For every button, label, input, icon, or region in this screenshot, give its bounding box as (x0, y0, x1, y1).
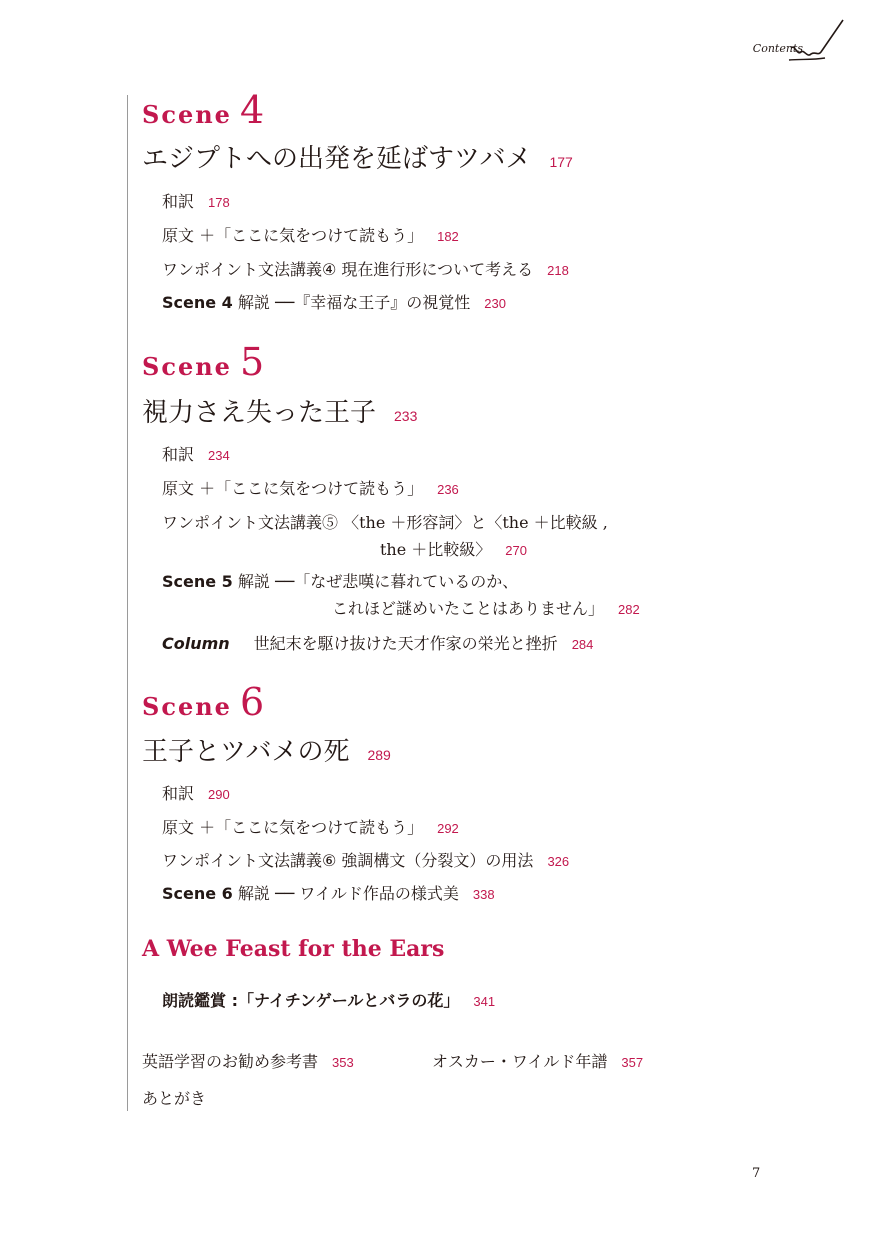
toc-item-text: 原文 ＋「ここに気をつけて読もう」 (162, 226, 424, 245)
toc-item-text: 朗読鑑賞 :「ナイチンゲールとバラの花」 (162, 991, 460, 1010)
toc-item-text: 原文 ＋「ここに気をつけて読もう」 (162, 479, 424, 498)
toc-item-text: これほど謎めいたことはありません」 (332, 599, 605, 618)
toc-item-page: 290 (208, 787, 230, 802)
toc-item-column[interactable] (162, 631, 593, 654)
toc-item-text: 原文 ＋「ここに気をつけて読もう」 (162, 818, 424, 837)
scene-number: 4 (239, 88, 265, 132)
toc-item-text: 英語学習のお勧め参考書 (142, 1052, 319, 1071)
toc-item-continuation[interactable] (380, 537, 527, 560)
toc-item[interactable] (162, 189, 230, 212)
toc-item-text: ワンポイント文法講義⑤ 〈the ＋形容詞〉と〈the ＋比較級 , (162, 513, 608, 532)
scene-title[interactable] (142, 392, 417, 429)
toc-item-page: 282 (618, 602, 640, 617)
toc-item-scene-label: Scene 6 (162, 884, 233, 903)
toc-item[interactable] (162, 510, 608, 533)
toc-item-text: 和訳 (162, 445, 195, 464)
scene-title-page: 289 (367, 747, 391, 763)
toc-item-page: 182 (437, 229, 459, 244)
toc-item-page: 357 (621, 1055, 644, 1070)
toc-item[interactable] (162, 815, 459, 838)
scene-heading (142, 680, 264, 724)
toc-item-page: 270 (505, 543, 527, 558)
toc-extra-item[interactable] (142, 1049, 354, 1072)
toc-item[interactable] (162, 223, 459, 246)
toc-item-text: 解説 ──「なぜ悲嘆に暮れているのか、 (232, 572, 519, 591)
toc-item-page: 338 (472, 887, 495, 902)
toc-item-text: ワンポイント文法講義④ 現在進行形について考える (162, 260, 534, 279)
toc-extra-item[interactable] (142, 1086, 220, 1109)
toc-item-page: 230 (484, 296, 506, 311)
scene-title-text: エジプトへの出発を延ばすツバメ (142, 144, 532, 174)
toc-item-text: あとがき (142, 1089, 207, 1108)
contents-label: Contents (752, 42, 803, 55)
toc-item-page: 284 (571, 637, 594, 652)
scene-title-text: 王子とツバメの死 (142, 737, 350, 767)
toc-item-page: 326 (547, 854, 570, 869)
toc-item[interactable] (162, 257, 569, 280)
scene-title[interactable] (142, 138, 573, 175)
toc-item[interactable] (162, 569, 518, 592)
scene-title[interactable] (142, 731, 391, 768)
toc-item[interactable] (162, 781, 230, 804)
scene-word: Scene (142, 100, 232, 129)
toc-item[interactable] (162, 290, 506, 313)
scene-number: 6 (239, 680, 265, 724)
scene-title-page: 177 (549, 154, 573, 170)
scene-heading (142, 88, 264, 132)
pen-flourish-icon (785, 18, 845, 68)
toc-item-text: 解説 ── ワイルド作品の様式美 (232, 884, 459, 903)
scene-title-text: 視力さえ失った王子 (142, 398, 377, 428)
scene-title-page: 233 (394, 408, 418, 424)
toc-item-page: 218 (547, 263, 569, 278)
scene-word: Scene (142, 352, 232, 381)
scene-word: Scene (142, 692, 232, 721)
toc-item[interactable] (162, 881, 495, 904)
toc-item-page: 353 (332, 1055, 354, 1070)
toc-extra-item[interactable] (432, 1049, 643, 1072)
toc-item-text: オスカー・ワイルド年譜 (432, 1052, 608, 1071)
toc-item[interactable] (162, 848, 569, 871)
page-number: 7 (752, 1166, 761, 1181)
toc-item-page: 234 (208, 448, 230, 463)
toc-item-continuation[interactable] (332, 596, 640, 619)
toc-item-text: 世紀末を駆け抜けた天才作家の栄光と挫折 (253, 634, 558, 653)
toc-item-page: 236 (437, 482, 459, 497)
scene-heading (142, 340, 264, 384)
toc-item[interactable] (162, 988, 495, 1011)
toc-item-page: 341 (473, 994, 496, 1009)
toc-item[interactable] (162, 442, 230, 465)
scene-number: 5 (239, 340, 265, 384)
toc-item-text: ワンポイント文法講義⑥ 強調構文（分裂文）の用法 (162, 851, 534, 870)
toc-item-text: 解説 ──『幸福な王子』の視覚性 (232, 293, 471, 312)
toc-item-text: the ＋比較級〉 (380, 540, 492, 559)
column-label: Column (162, 634, 230, 653)
toc-item-page: 178 (208, 195, 230, 210)
contents-header (705, 18, 845, 68)
margin-rule (127, 95, 128, 1111)
wee-feast-heading: A Wee Feast for the Ears (142, 936, 445, 962)
toc-item-scene-label: Scene 4 (162, 293, 233, 312)
toc-item-scene-label: Scene 5 (162, 572, 233, 591)
toc-item-text: 和訳 (162, 784, 195, 803)
toc-item-text: 和訳 (162, 192, 195, 211)
toc-item[interactable] (162, 476, 459, 499)
toc-item-page: 292 (437, 821, 459, 836)
